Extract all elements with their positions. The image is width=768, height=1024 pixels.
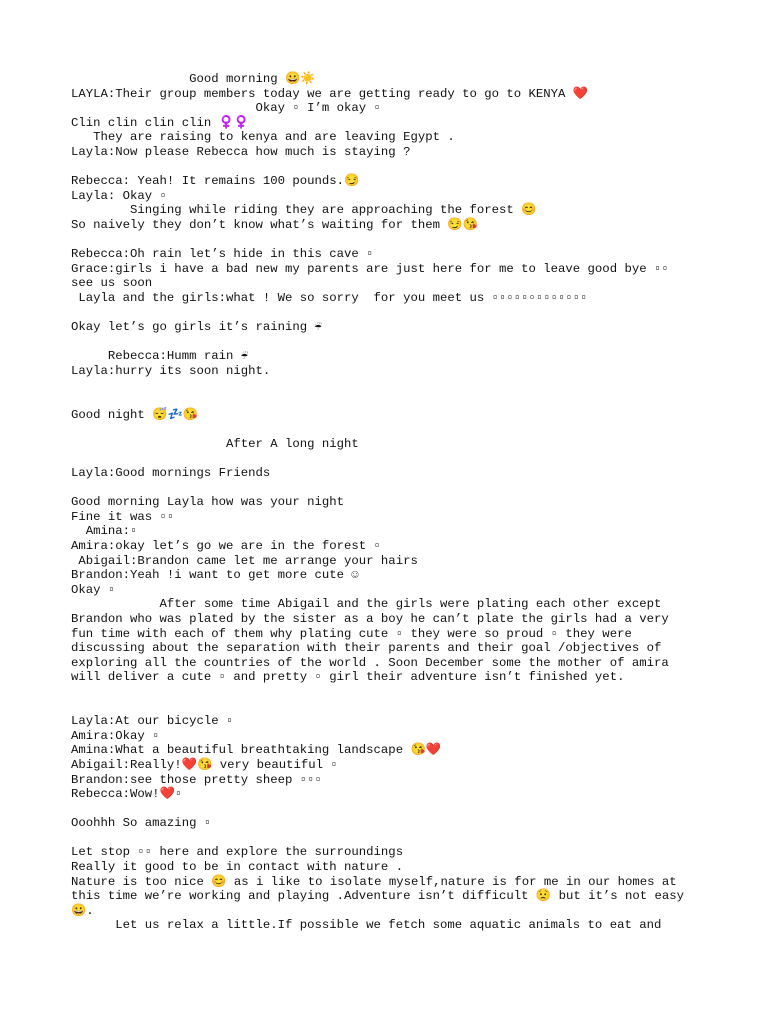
text-line: Singing while riding they are approaching the forest 😊 (71, 203, 537, 218)
text-line: Good night 😴💤😘 (71, 407, 199, 422)
text-line: Amina:▫ (71, 524, 138, 539)
text-line: Layla: Okay ▫ (71, 188, 167, 203)
blank-line (71, 393, 701, 408)
blank-line (71, 378, 701, 393)
text-line: Amina:What a beautiful breathtaking landscape 😘❤️ (71, 743, 442, 758)
text-line: Amira:Okay ▫ (71, 728, 160, 743)
text-line: Brandon who was plated by the sister as a boy he can’t plate the girls had a very (71, 611, 669, 626)
text-line: Layla:Now please Rebecca how much is staying ? (71, 144, 411, 159)
blank-line (71, 160, 701, 175)
text-line: Let us relax a little.If possible we fetch some aquatic animals to eat and (71, 918, 662, 933)
text-line: After A long night (71, 436, 359, 451)
text-line: Amira:okay let’s go we are in the forest ▫ (71, 539, 381, 553)
blank-line (71, 802, 701, 817)
text-line: Good morning Layla how was your night (71, 495, 345, 510)
blank-line (71, 831, 701, 846)
blank-line (71, 481, 701, 496)
text-line: will deliver a cute ▫ and pretty ▫ girl their adventure isn’t finished yet. (71, 670, 625, 685)
text-line: Layla and the girls:what ! We so sorry for you meet us ▫▫▫▫▫▫▫▫▫▫▫▫▫ (71, 290, 588, 305)
blank-line (71, 700, 701, 715)
text-line: exploring all the countries of the world . Soon December some the mother of amira (71, 655, 669, 670)
text-line: Ooohhh So amazing ▫ (71, 816, 212, 831)
text-line: Okay let’s go girls it’s raining ☔ (71, 320, 322, 335)
text-line: this time we’re working and playing .Adventure isn’t difficult 😟 but it’s not easy (71, 889, 685, 904)
text-line: After some time Abigail and the girls were plating each other except (71, 597, 662, 612)
text-line: Clin clin clin clin ♀️♀️ (71, 115, 250, 130)
text-line: 😀. (71, 903, 94, 918)
text-line: Let stop ▫▫ here and explore the surroundings (71, 845, 404, 860)
text-line: Rebecca:Wow!❤️▫ (71, 787, 183, 802)
text-line: Brandon:see those pretty sheep ▫▫▫ (71, 772, 322, 787)
text-line: Nature is too nice 😊 as i like to isolate myself,nature is for me in our homes at (71, 874, 677, 889)
blank-line (71, 335, 701, 350)
blank-line (71, 422, 701, 437)
text-line: So naively they don’t know what’s waiting for them 😏😘 (71, 217, 478, 232)
text-line: discussing about the separation with their parents and their goal /objectives of (71, 641, 662, 656)
text-line: They are raising to kenya and are leaving Egypt . (71, 130, 455, 145)
text-line: Brandon:Yeah !i want to get more cute ☺ (71, 568, 359, 583)
story-text (71, 72, 701, 933)
blank-line (71, 451, 701, 466)
text-line: Really it good to be in contact with nature . (71, 860, 404, 875)
text-line: Abigail:Really!❤️😘 very beautiful ▫ (71, 757, 338, 772)
text-line: Okay ▫ I’m okay ▫ (71, 101, 381, 116)
text-line: LAYLA:Their group members today we are getting ready to go to KENYA ❤️ (71, 86, 589, 101)
text-line: fun time with each of them why plating cute ▫ they were so proud ▫ they were (71, 626, 632, 641)
blank-line (71, 233, 701, 248)
text-line: Good morning 😀☀️ (71, 72, 316, 86)
text-line: Layla:At our bicycle ▫ (71, 714, 234, 729)
blank-line (71, 306, 701, 321)
text-line: Rebecca: Yeah! It remains 100 pounds.😏 (71, 174, 360, 189)
text-line: Fine it was ▫▫ (71, 509, 175, 524)
blank-line (71, 685, 701, 700)
text-line: Rebecca:Humm rain ☔ (71, 349, 249, 364)
text-line: see us soon (71, 276, 153, 291)
text-line: Okay ▫ (71, 582, 116, 597)
text-line: Grace:girls i have a bad new my parents are just here for me to leave good bye ▫▫ (71, 261, 669, 276)
text-line: Layla:hurry its soon night. (71, 363, 271, 378)
text-line: Rebecca:Oh rain let’s hide in this cave ▫ (71, 247, 374, 262)
text-line: Layla:Good mornings Friends (71, 466, 271, 481)
text-line: Abigail:Brandon came let me arrange your hairs (71, 553, 418, 568)
